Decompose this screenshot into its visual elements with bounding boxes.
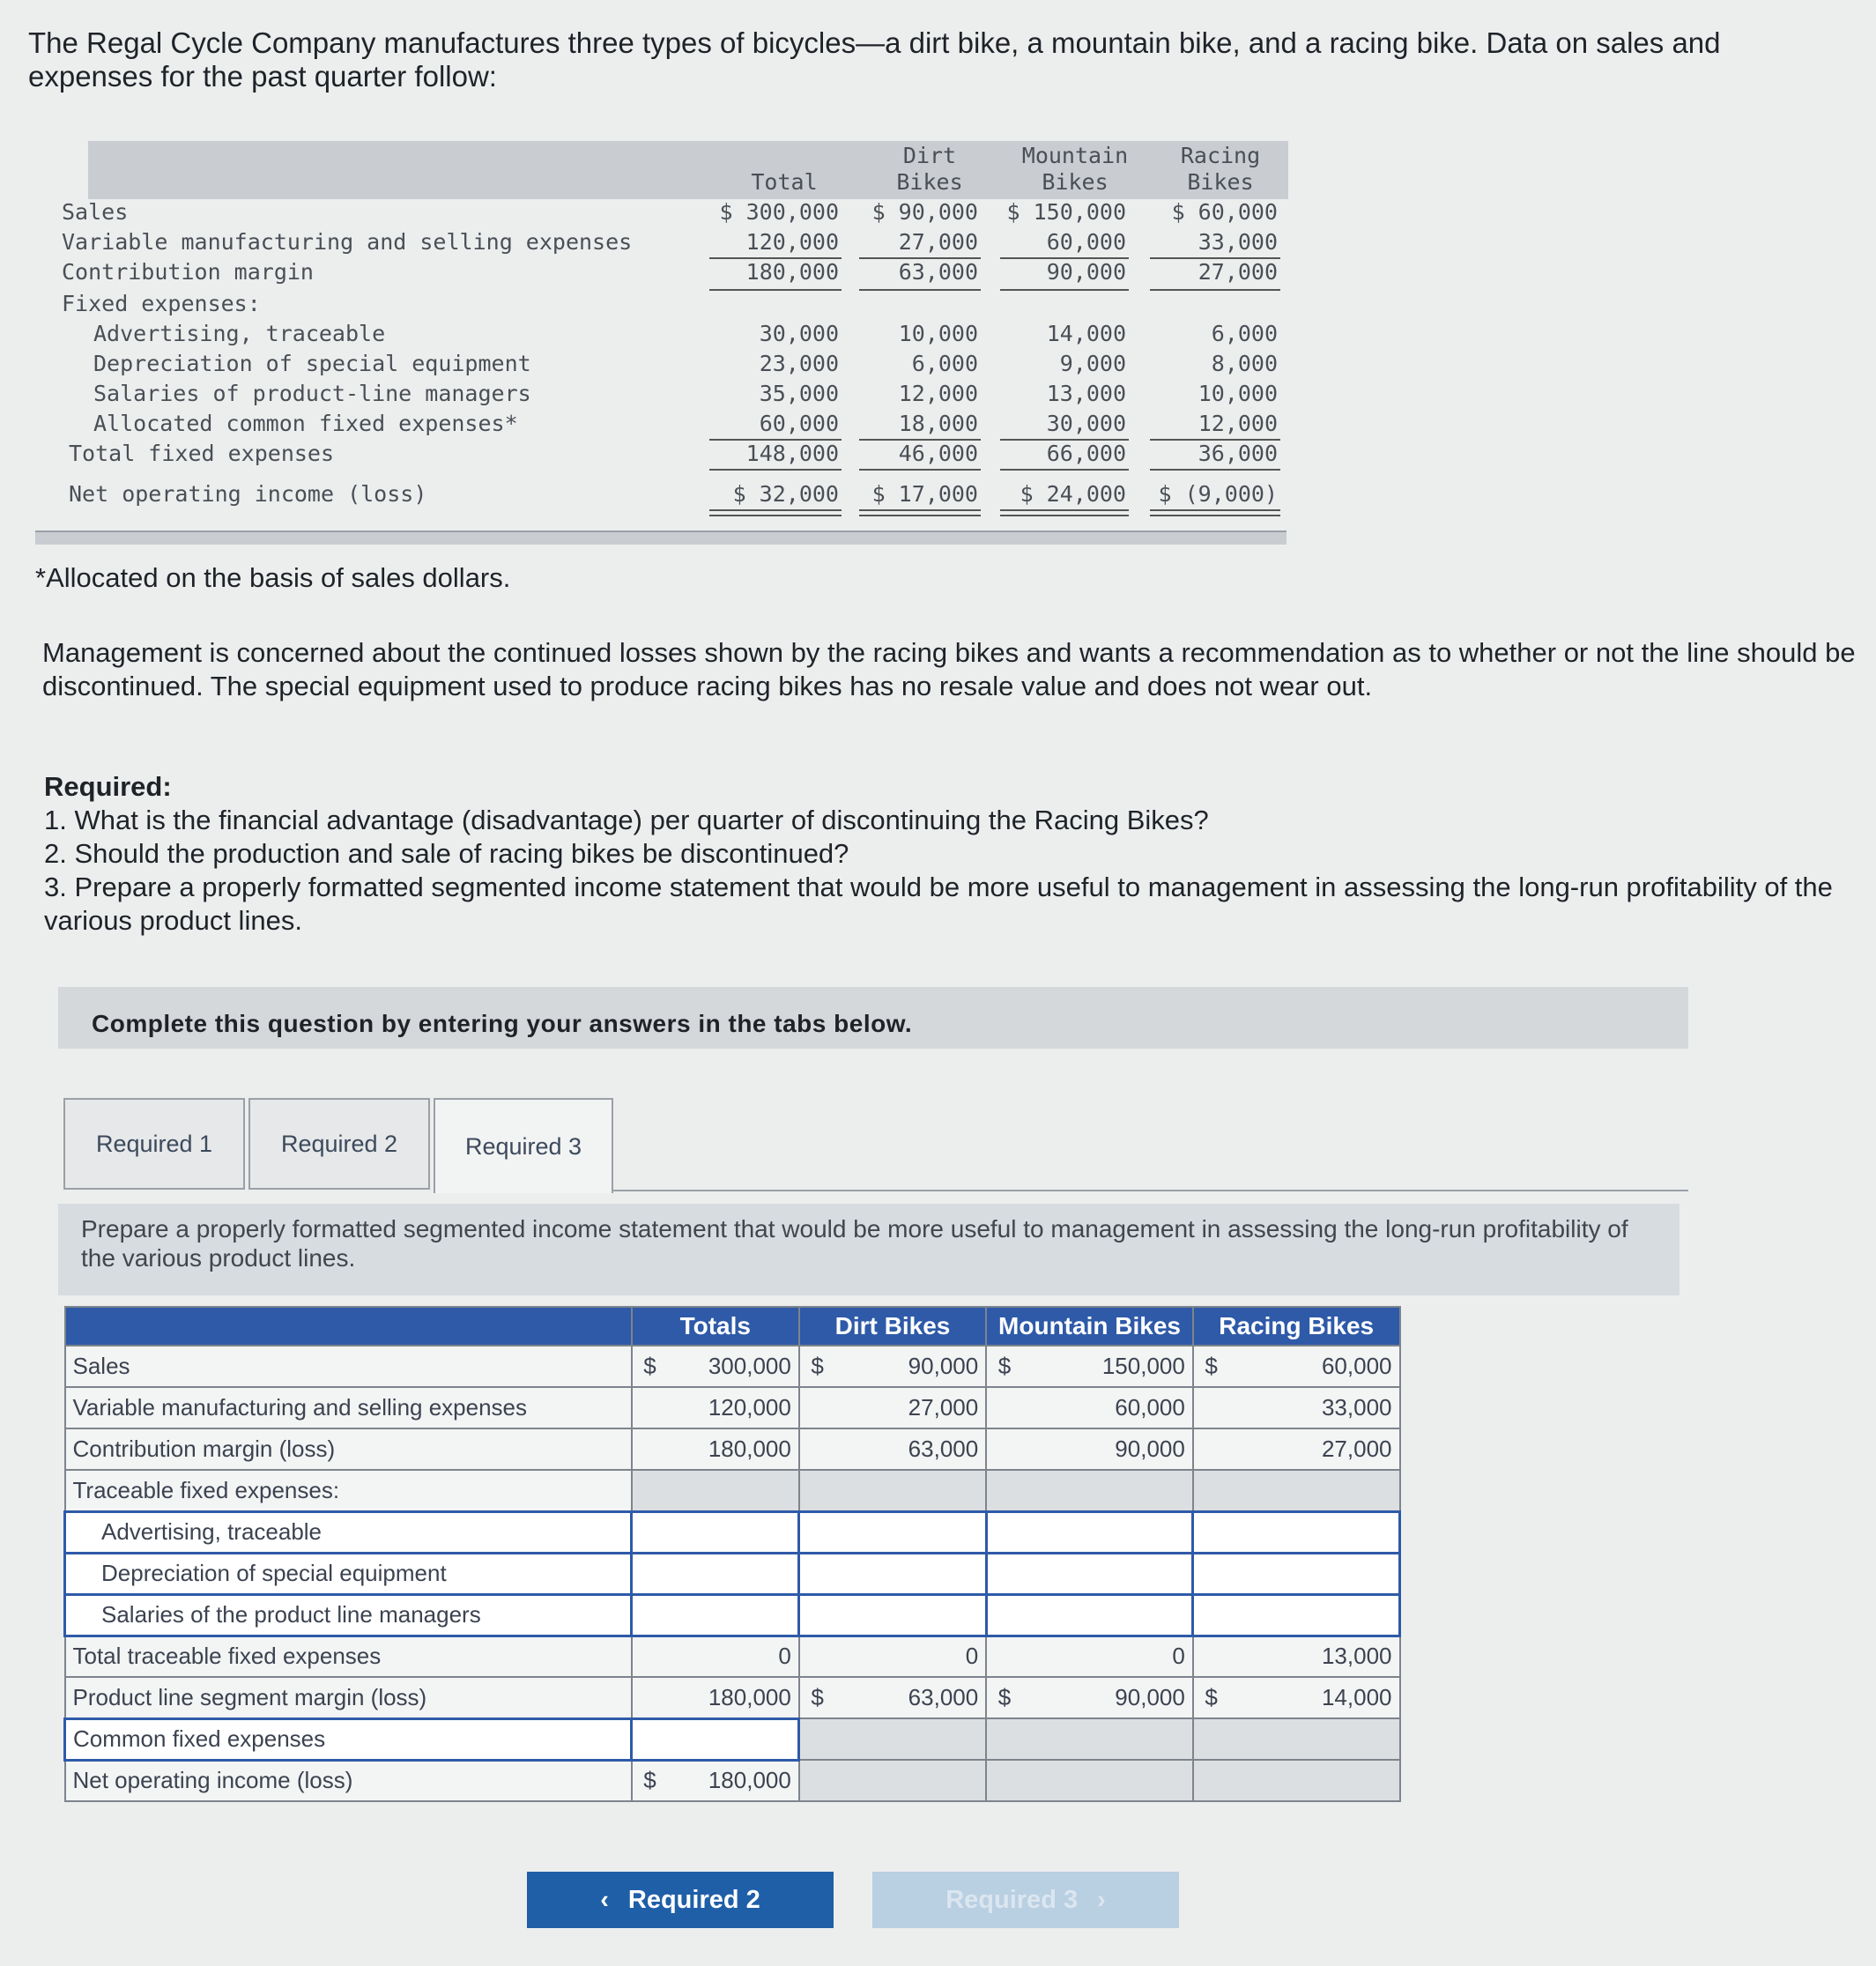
data-table-divider [35,530,1287,545]
dollar-sign [986,1387,1021,1428]
dollar-sign [632,1636,667,1677]
row-value: 30,000 [1046,411,1126,436]
prev-button-label: Required 2 [627,1885,760,1914]
row-value: $ 150,000 [1006,199,1126,225]
row-value: $ (9,000) [1158,481,1278,507]
row-value: $ 17,000 [871,481,978,507]
cell-value: 180,000 [667,1428,799,1470]
dollar-sign [986,1428,1021,1470]
answer-input-dirt[interactable] [799,1553,986,1594]
row-label: Variable manufacturing and selling expenses [62,229,633,255]
dollar-sign [632,1677,667,1718]
dollar-sign: $ [1193,1346,1228,1387]
table-row [65,1511,1400,1553]
table-row [65,1553,1400,1594]
dollar-sign: $ [986,1677,1021,1718]
row-value: 27,000 [1198,259,1278,285]
empty-cell [834,1470,986,1511]
row-label: Total traceable fixed expenses [65,1636,632,1677]
cell-value[interactable]: 60,000 [1228,1346,1399,1387]
answer-input-dirt[interactable] [799,1594,986,1636]
cell-value: 13,000 [1228,1636,1399,1677]
cell-value: 0 [834,1636,986,1677]
underline [1000,469,1129,471]
empty-cell [986,1470,1021,1511]
empty-cell [667,1470,799,1511]
cell-value: 0 [1022,1636,1193,1677]
row-label-input[interactable]: Common fixed expenses [65,1718,632,1760]
required-item: 3. Prepare a properly formatted segmented income statement that would be more useful to management in assessing the long-run profitability of the various product lines. [44,872,1833,936]
answer-input-mountain[interactable] [986,1594,1193,1636]
row-value: 148,000 [745,441,839,466]
header-total: Total [751,169,818,195]
underline [709,469,842,471]
dollar-sign: $ [986,1346,1021,1387]
answer-input-racing[interactable] [1193,1553,1400,1594]
table-row [65,1760,1400,1801]
double-underline [1000,509,1129,511]
row-value: $ 32,000 [732,481,839,507]
table-row [65,1718,1400,1760]
table-row [65,1428,1400,1470]
dollar-sign [1193,1428,1228,1470]
answer-input-mountain[interactable] [986,1511,1193,1553]
cell-value: 90,000 [1022,1428,1193,1470]
dollar-sign [632,1428,667,1470]
row-label: Allocated common fixed expenses* [93,411,518,436]
row-label-input[interactable]: Advertising, traceable [65,1511,632,1553]
dollar-sign: $ [632,1346,667,1387]
tab-required-1[interactable]: Required 1 [63,1098,245,1190]
cell-value: 0 [667,1636,799,1677]
row-label: Net operating income (loss) [65,1760,632,1801]
row-value: 10,000 [1198,381,1278,406]
cell-value: 63,000 [834,1677,986,1718]
dollar-sign [799,1428,834,1470]
cell-value[interactable]: 60,000 [1022,1387,1193,1428]
table-row [65,1470,1400,1511]
table-header-row [65,1307,1400,1346]
dollar-sign [632,1387,667,1428]
cell-value[interactable]: 300,000 [667,1346,799,1387]
empty-cell [799,1718,834,1760]
row-value: $ 90,000 [871,199,978,225]
table-row [65,1594,1400,1636]
dollar-sign: $ [632,1760,667,1801]
row-label: Sales [62,199,129,225]
empty-cell [986,1718,1021,1760]
cell-value[interactable]: 120,000 [667,1387,799,1428]
row-label: Variable manufacturing and selling expenses [65,1387,632,1428]
dollar-sign [799,1387,834,1428]
header-totals: Totals [632,1307,799,1346]
row-value: 30,000 [759,321,839,346]
row-value: 6,000 [911,351,978,376]
required-section [44,770,1859,938]
empty-cell [1228,1760,1399,1801]
cell-value: 14,000 [1228,1677,1399,1718]
underline [1150,469,1280,471]
empty-cell [799,1470,834,1511]
instruction-text: Complete this question by entering your answers in the tabs below. [92,1010,913,1037]
row-value: $ 60,000 [1171,199,1278,225]
empty-cell [1193,1760,1228,1801]
row-value: $ 300,000 [719,199,839,225]
row-label: Salaries of product-line managers [93,381,531,406]
row-value: 23,000 [759,351,839,376]
chevron-left-icon: ‹ [600,1885,609,1914]
row-label: Total fixed expenses [69,441,335,466]
next-required-3-button[interactable] [872,1872,1179,1928]
row-value: 10,000 [898,321,978,346]
row-value: 180,000 [745,259,839,285]
header-racing: Racing Bikes [1180,143,1261,195]
double-underline [859,509,981,511]
answer-input-racing[interactable] [1193,1594,1400,1636]
cell-value[interactable]: 150,000 [1022,1346,1193,1387]
row-label: Fixed expenses: [62,291,261,316]
empty-cell [1022,1760,1193,1801]
tab-required-2[interactable]: Required 2 [248,1098,430,1190]
double-underline [859,515,981,516]
header-dirt-bikes: Dirt Bikes [799,1307,986,1346]
empty-cell [1022,1470,1193,1511]
required-item: 1. What is the financial advantage (disadvantage) per quarter of discontinuing the Racing Bikes? [44,805,1209,835]
row-value: 120,000 [745,229,839,255]
row-value: 27,000 [898,229,978,255]
underline [709,289,842,291]
row-value: 18,000 [898,411,978,436]
row-value: 63,000 [898,259,978,285]
problem-paragraph: Management is concerned about the continued losses shown by the racing bikes and wants a recommendation as to whether or not the line should be discontinued. The special equipment used to produce racing bikes has no resale value and does not wear out. [42,637,1856,701]
row-value: 36,000 [1198,441,1278,466]
row-label: Advertising, traceable [93,321,386,346]
row-value: 12,000 [1198,411,1278,436]
table-row [65,1387,1400,1428]
empty-cell [1193,1718,1228,1760]
header-mountain-bikes: Mountain Bikes [986,1307,1193,1346]
header-dirt: Dirt Bikes [896,143,963,195]
chevron-right-icon: › [1097,1885,1106,1914]
footnote: *Allocated on the basis of sales dollars. [35,562,511,593]
answer-input-totals[interactable] [632,1718,799,1760]
answer-input-mountain[interactable] [986,1553,1193,1594]
cell-value: 27,000 [1228,1428,1399,1470]
data-table [0,0,1876,546]
tab-panel-border [613,1190,1688,1191]
required-title: Required: [44,771,172,802]
cell-value: 63,000 [834,1428,986,1470]
answer-input-totals[interactable] [632,1511,799,1553]
empty-cell [1228,1718,1399,1760]
cell-value[interactable]: 27,000 [834,1387,986,1428]
header-blank [65,1307,632,1346]
empty-cell [632,1470,667,1511]
row-label: Contribution margin [62,259,314,285]
dollar-sign: $ [799,1677,834,1718]
double-underline [1150,509,1280,511]
double-underline [1150,515,1280,516]
row-value: 33,000 [1198,229,1278,255]
empty-cell [1228,1470,1399,1511]
row-value: 13,000 [1046,381,1126,406]
dollar-sign [986,1636,1021,1677]
row-label: Net operating income (loss) [69,481,427,507]
row-label: Depreciation of special equipment [93,351,531,376]
cell-value: 180,000 [667,1760,799,1801]
empty-cell [1193,1470,1228,1511]
row-value: 66,000 [1046,441,1126,466]
cell-value: 90,000 [1022,1677,1193,1718]
row-value: 14,000 [1046,321,1126,346]
empty-cell [834,1760,986,1801]
required-item: 2. Should the production and sale of racing bikes be discontinued? [44,838,849,869]
row-value: 46,000 [898,441,978,466]
double-underline [709,515,842,516]
answer-input-totals[interactable] [632,1594,799,1636]
row-label: Product line segment margin (loss) [65,1677,632,1718]
row-value: 90,000 [1046,259,1126,285]
segmented-income-statement-table [63,1306,1401,1802]
cell-value[interactable]: 33,000 [1228,1387,1399,1428]
row-value: 6,000 [1211,321,1278,346]
dollar-sign [1193,1636,1228,1677]
row-value: $ 24,000 [1020,481,1126,507]
row-value: 9,000 [1059,351,1126,376]
row-label-input[interactable]: Salaries of the product line managers [65,1594,632,1636]
answer-input-racing[interactable] [1193,1511,1400,1553]
dollar-sign: $ [799,1346,834,1387]
empty-cell [799,1760,834,1801]
dollar-sign: $ [1193,1677,1228,1718]
underline [1000,289,1129,291]
cell-value: 180,000 [667,1677,799,1718]
prompt-text: Prepare a properly formatted segmented income statement that would be more useful to management in assessing the long-run profitability of the various product lines. [81,1215,1628,1272]
underline [1150,289,1280,291]
answer-input-dirt[interactable] [799,1511,986,1553]
row-label: Contribution margin (loss) [65,1428,632,1470]
table-row [65,1346,1400,1387]
table-row [65,1677,1400,1718]
underline [859,289,981,291]
dollar-sign [799,1636,834,1677]
double-underline [1000,515,1129,516]
prev-required-2-button[interactable] [527,1872,834,1928]
next-button-label: Required 3 [945,1885,1079,1914]
underline [859,469,981,471]
empty-cell [834,1718,986,1760]
row-value: 60,000 [1046,229,1126,255]
tab-required-3[interactable]: Required 3 [434,1098,613,1193]
row-label: Sales [65,1346,632,1387]
cell-value[interactable]: 90,000 [834,1346,986,1387]
row-value: 60,000 [759,411,839,436]
table-row [65,1636,1400,1677]
empty-cell [986,1760,1021,1801]
dollar-sign [1193,1387,1228,1428]
row-label: Traceable fixed expenses: [65,1470,632,1511]
row-label-input[interactable]: Depreciation of special equipment [65,1553,632,1594]
row-value: 12,000 [898,381,978,406]
row-value: 8,000 [1211,351,1278,376]
header-racing-bikes: Racing Bikes [1193,1307,1400,1346]
row-value: 35,000 [759,381,839,406]
header-mountain: Mountain Bikes [1021,143,1129,195]
double-underline [709,509,842,511]
answer-input-totals[interactable] [632,1553,799,1594]
intro-text: The Regal Cycle Company manufactures three types of bicycles—a dirt bike, a mountain bike, and a racing bike. Data on sales and expenses for the past quarter follow: [28,26,1721,93]
empty-cell [1022,1718,1193,1760]
